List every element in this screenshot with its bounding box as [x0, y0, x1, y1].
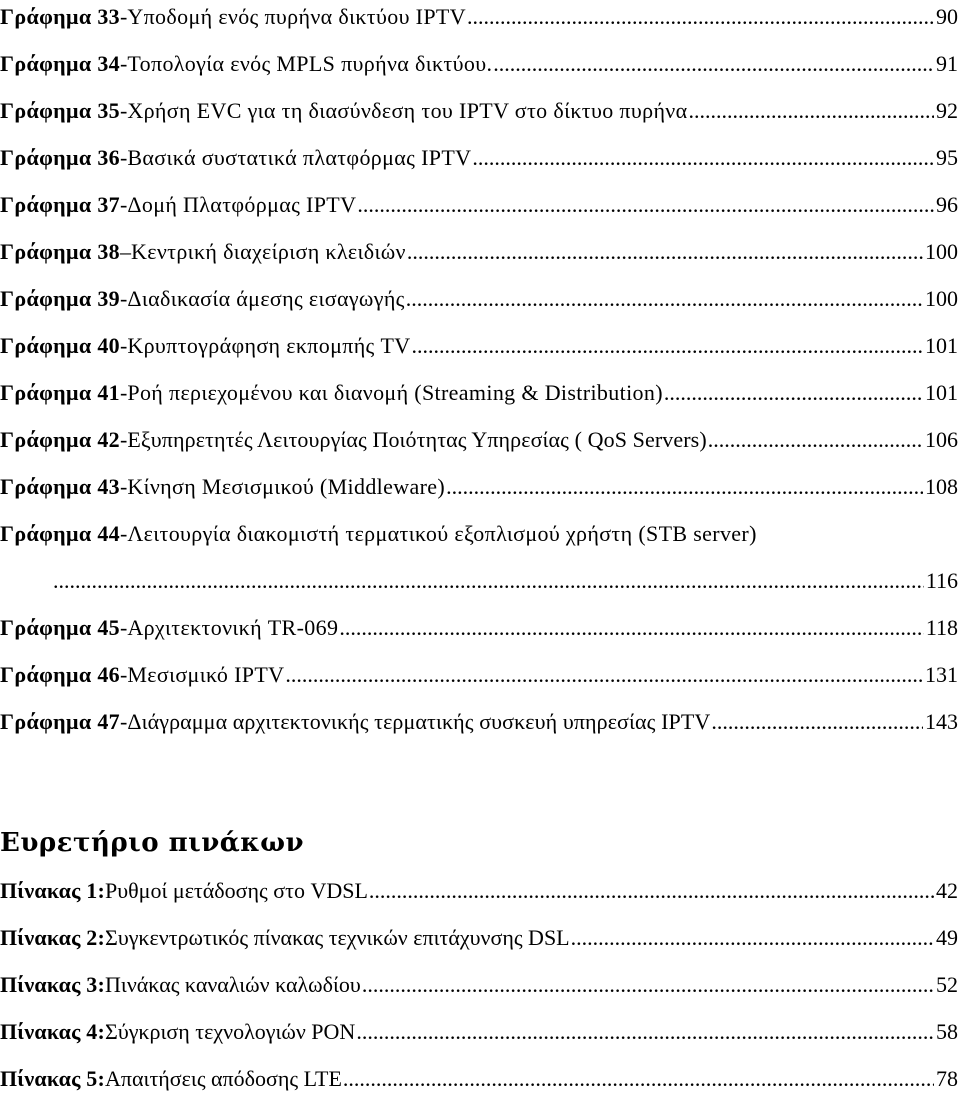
figure-separator: -: [120, 333, 128, 358]
page-number: 95: [936, 145, 958, 170]
figure-entry-39[interactable]: [0, 282, 958, 312]
dot-leader: [412, 333, 924, 359]
figure-label: Γράφημα 45: [0, 615, 121, 640]
dot-leader: [357, 192, 934, 218]
page-number: 106: [925, 427, 958, 452]
figure-label: Γράφημα 39: [0, 286, 121, 311]
table-entry-3[interactable]: [0, 968, 958, 998]
figure-separator: -: [120, 145, 128, 170]
dot-leader: [407, 239, 923, 265]
table-label: Πίνακας 1:: [0, 878, 106, 903]
figure-separator: –: [120, 239, 132, 264]
page-number: 49: [936, 925, 958, 950]
dot-leader: [711, 709, 923, 735]
dot-leader: [53, 568, 924, 594]
dot-leader: [339, 615, 924, 641]
figure-label: Γράφημα 44: [0, 521, 121, 546]
figure-title: Διαδικασία άμεσης εισαγωγής: [127, 286, 405, 311]
table-title: Απαιτήσεις απόδοσης LTE: [105, 1066, 342, 1091]
figure-separator: -: [120, 98, 128, 123]
figure-label: Γράφημα 37: [0, 192, 121, 217]
figure-entry-41[interactable]: [0, 376, 958, 406]
dot-leader: [571, 925, 934, 951]
page-number: 78: [936, 1066, 958, 1091]
figure-entry-34[interactable]: [0, 47, 958, 77]
page-number: 143: [925, 709, 958, 734]
page-number: 92: [936, 98, 958, 123]
page-number: 101: [925, 380, 958, 405]
table-label: Πίνακας 2:: [0, 925, 106, 950]
figure-title: Αρχιτεκτονική TR-069: [127, 615, 339, 640]
figure-title: Κεντρική διαχείριση κλειδιών: [131, 239, 406, 264]
table-label: Πίνακας 5:: [0, 1066, 106, 1091]
figure-title: Χρήση EVC για τη διασύνδεση του IPTV στο δίκτυο πυρήνα: [127, 98, 688, 123]
figure-entry-46[interactable]: [0, 658, 958, 688]
page-number: 52: [936, 972, 958, 997]
dot-leader: [467, 4, 934, 30]
table-title: Ρυθμοί μετάδοσης στο VDSL: [105, 878, 368, 903]
figure-title: Ροή περιεχομένου και διανομή (Streaming & Distribution): [127, 380, 663, 405]
dot-leader: [343, 1066, 934, 1092]
page-number: 90: [936, 4, 958, 29]
page-number: 101: [925, 333, 958, 358]
page-number: 96: [936, 192, 958, 217]
figure-entry-37[interactable]: [0, 188, 958, 218]
page-number: 116: [925, 568, 958, 593]
figure-title: Κρυπτογράφηση εκπομπής TV: [127, 333, 411, 358]
table-title: Σύγκριση τεχνολογιών PON: [105, 1019, 356, 1044]
figure-entry-42[interactable]: [0, 423, 958, 453]
dot-leader: [708, 427, 923, 453]
dot-leader: [472, 145, 934, 171]
figure-entry-33[interactable]: [0, 0, 958, 30]
figure-label: Γράφημα 41: [0, 380, 121, 405]
figure-label: Γράφημα 40: [0, 333, 121, 358]
page-number: 91: [936, 51, 958, 76]
table-label: Πίνακας 4:: [0, 1019, 106, 1044]
dot-leader: [446, 474, 923, 500]
figure-label: Γράφημα 35: [0, 98, 121, 123]
figure-separator: -: [120, 427, 128, 452]
figure-entry-35[interactable]: [0, 94, 958, 124]
figure-separator: -: [120, 662, 128, 687]
page-number: 100: [925, 239, 958, 264]
table-entry-4[interactable]: [0, 1015, 958, 1045]
page-number: 42: [936, 878, 958, 903]
figure-label: Γράφημα 47: [0, 709, 121, 734]
page-number: 58: [936, 1019, 958, 1044]
figure-title: Βασικά συστατικά πλατφόρμας IPTV: [127, 145, 472, 170]
figure-title: Εξυπηρετητές Λειτουργίας Ποιότητας Υπηρεσίας ( QoS Servers): [127, 427, 707, 452]
page-number: 100: [925, 286, 958, 311]
dot-leader: [362, 972, 934, 998]
figure-label: Γράφημα 46: [0, 662, 121, 687]
figure-entry-40[interactable]: [0, 329, 958, 359]
figure-title: Τοπολογία ενός MPLS πυρήνα δικτύου.: [127, 51, 493, 76]
figure-separator: -: [120, 380, 128, 405]
page-number: 108: [925, 474, 958, 499]
dot-leader: [369, 878, 934, 904]
figure-separator: -: [120, 286, 128, 311]
table-entry-1[interactable]: [0, 874, 958, 904]
figure-separator: -: [120, 521, 128, 546]
figure-label: Γράφημα 38: [0, 239, 121, 264]
figure-separator: -: [120, 709, 128, 734]
page-number: 118: [925, 615, 958, 640]
page-number: 131: [925, 662, 958, 687]
figure-entry-38[interactable]: [0, 235, 958, 265]
figure-title: Κίνηση Μεσισμικού (Middleware): [127, 474, 446, 499]
figure-entry-44-continuation[interactable]: [0, 564, 958, 594]
tables-index-heading: Ευρετήριο πινάκων: [0, 828, 305, 858]
table-entry-5[interactable]: [0, 1062, 958, 1092]
figure-label: Γράφημα 33: [0, 4, 121, 29]
table-entry-2[interactable]: [0, 921, 958, 951]
figure-title: Διάγραμμα αρχιτεκτονικής τερματικής συσκευή υπηρεσίας IPTV: [127, 709, 711, 734]
figure-entry-47[interactable]: [0, 705, 958, 735]
table-title: Πινάκας καναλιών καλωδίου: [105, 972, 361, 997]
figure-label: Γράφημα 36: [0, 145, 121, 170]
dot-leader: [664, 380, 923, 406]
figure-separator: -: [120, 192, 128, 217]
figure-label: Γράφημα 42: [0, 427, 121, 452]
figure-separator: -: [120, 474, 128, 499]
figure-title: Υποδομή ενός πυρήνα δικτύου IPTV: [127, 4, 466, 29]
figure-label: Γράφημα 34: [0, 51, 121, 76]
figure-entry-45[interactable]: [0, 611, 958, 641]
figure-entry-36[interactable]: [0, 141, 958, 171]
figure-title: Λειτουργία διακομιστή τερματικού εξοπλισμού χρήστη (STB server): [127, 521, 757, 546]
figure-title: Δομή Πλατφόρμας IPTV: [127, 192, 357, 217]
dot-leader: [688, 98, 934, 124]
dot-leader: [406, 286, 923, 312]
figure-entry-43[interactable]: [0, 470, 958, 500]
figure-label: Γράφημα 43: [0, 474, 121, 499]
dot-leader: [493, 51, 934, 77]
figure-separator: -: [120, 4, 128, 29]
dot-leader: [356, 1019, 934, 1045]
figure-separator: -: [120, 51, 128, 76]
dot-leader: [285, 662, 923, 688]
table-label: Πίνακας 3:: [0, 972, 106, 997]
figure-separator: -: [120, 615, 128, 640]
figure-title: Μεσισμικό IPTV: [127, 662, 285, 687]
table-title: Συγκεντρωτικός πίνακας τεχνικών επιτάχυνσης DSL: [105, 925, 570, 950]
figure-entry-44[interactable]: [0, 517, 958, 547]
